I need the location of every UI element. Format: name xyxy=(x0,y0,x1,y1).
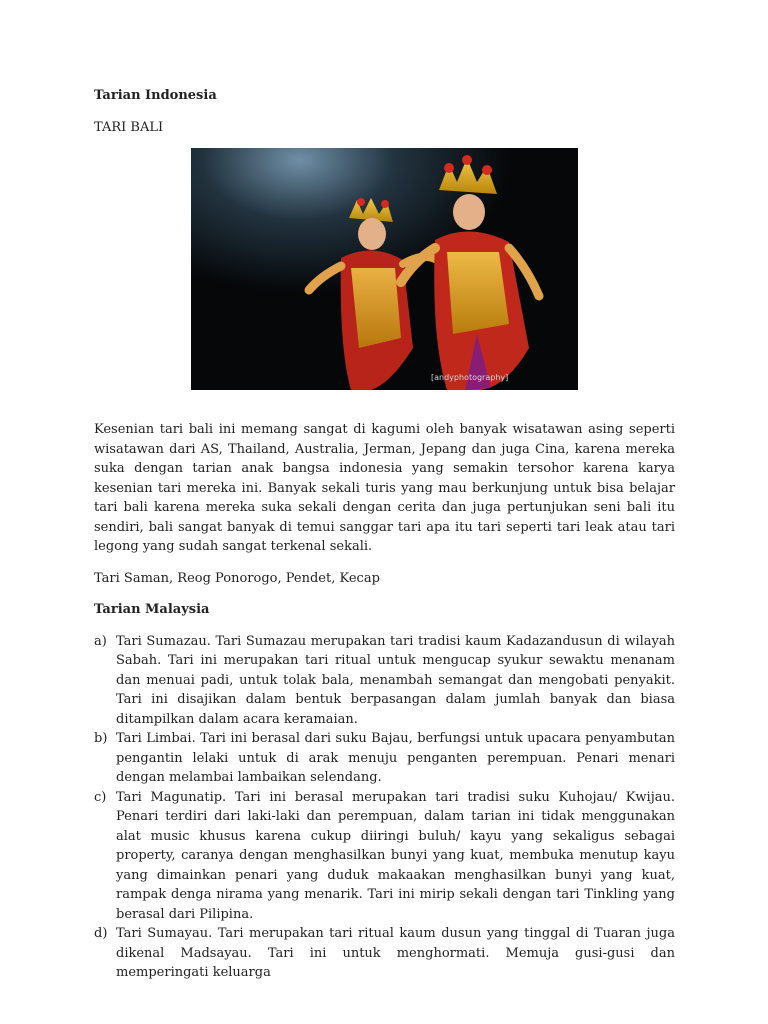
list-item-text: Tari Sumayau. Tari merupakan tari ritual kaum dusun yang tinggal di Tuaran juga dikenal Madsayau. Tari ini untuk menghormati. Memuja gusi-gusi dan memperingati keluarga xyxy=(116,926,675,980)
paragraph-tari-bali: Kesenian tari bali ini memang sangat di kagumi oleh banyak wisatawan asing seperti wisatawan dari AS, Thailand, Australia, Jerman, Jepang dan juga Cina, karena mereka suka dengan tarian anak bangsa indonesia yang semakin tersohor karena karya kesenian tari mereka ini. Banyak sekali turis yang mau berkunjung untuk bisa belajar tari bali karena mereka suka sekali dengan cerita dan juga pertunjukan seni bali itu sendiri, bali sangat banyak di temui sanggar tari apa itu tari seperti tari leak atau tari legong yang sudah sangat terkenal sekali. xyxy=(94,422,675,554)
list-item xyxy=(94,632,675,730)
subheading-tari-bali: TARI BALI xyxy=(94,119,164,135)
photo-illustration xyxy=(191,148,578,390)
list-marker: d) xyxy=(94,926,108,941)
list-item-text: Tari Magunatip. Tari ini berasal merupakan tari tradisi suku Kuhojau/ Kwijau. Penari terdiri dari laki-laki dan perempuan, dalam tarian ini tidak menggunakan alat music khusus karena cukup diiringi buluh/ kayu yang sekaligus sebagai property, caranya dengan menghasilkan bunyi yang kuat, membuka menutup kayu yang dimainkan penari yang duduk makaakan menghasilkan bunyi yang kuat, rampak denga nirama yang menarik. Tari ini mirip sekali dengan tari Tinkling yang berasal dari Pilipina. xyxy=(116,789,675,922)
list-item xyxy=(94,788,675,925)
photo-watermark: [andyphotography] xyxy=(431,373,509,382)
bali-dancers-photo xyxy=(191,148,578,390)
list-marker: a) xyxy=(94,633,107,649)
document-page xyxy=(94,86,675,983)
heading-tarian-malaysia: Tarian Malaysia xyxy=(94,602,210,617)
heading-tarian-indonesia: Tarian Indonesia xyxy=(94,88,217,103)
malaysia-dance-list xyxy=(94,632,675,983)
list-item-text: Tari Sumazau. Tari Sumazau merupakan tari tradisi kaum Kadazandusun di wilayah Sabah. Tari ini merupakan tari ritual untuk mengucap syukur sewaktu menanam dan menuai padi, untuk tolak bala, menambah semangat dan mengobati penyakit. Tari ini disajikan dalam bentuk berpasangan dalam jumlah banyak dan biasa ditampilkan dalam acara keramaian. xyxy=(116,633,675,727)
list-marker: b) xyxy=(94,731,108,746)
list-item xyxy=(94,729,675,788)
list-marker: c) xyxy=(94,789,107,805)
list-item xyxy=(94,924,675,983)
list-item-text: Tari Limbai. Tari ini berasal dari suku Bajau, berfungsi untuk upacara penyambutan pengantin lelaki untuk di arak menuju penganten perempuan. Penari menari dengan melambai lambaikan selendang. xyxy=(116,731,675,785)
dance-list-indonesia: Tari Saman, Reog Ponorogo, Pendet, Kecap xyxy=(94,570,380,586)
